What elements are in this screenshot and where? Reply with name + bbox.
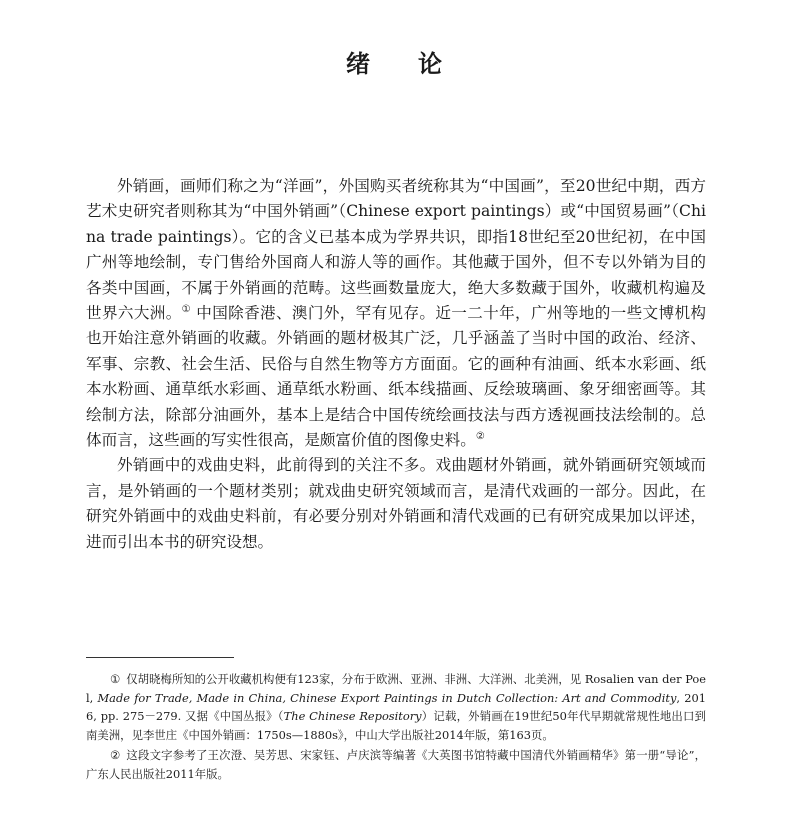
paragraph-1-text-2: 中国除香港、澳门外，罕有见存。近一二十年，广州等地的一些文博机构也开始注意外销画的收藏。外销画的题材极其广泛，几乎涵盖了当时中国的政治、经济、军事、宗教、社会生活、民俗与自然生物等方方面面。它的画种有油画、纸本水彩画、纸本水粉画、通草纸水彩画、通草纸水粉画、纸本线描画、反绘玻璃画、象牙细密画等。其绘制方法，除部分油画外，基本上是结合中国传统绘画技法与西方透视画技法绘制的。总体而言，这些画的写实性很高，是颇富价值的图像史料。	[86, 304, 706, 450]
main-body	[86, 174, 706, 555]
footnote-1-journal-title: The Chinese Repository	[283, 709, 422, 723]
footnote-1-text-b: , 2016, pp. 275－279. 又据《中国丛报》（	[86, 690, 707, 723]
footnote-1-number: ①	[110, 672, 121, 686]
footnote-2-text: 这段文字参考了王次澄、吴芳思、宋家钰、卢庆滨等编著《大英图书馆特藏中国清代外销画精华》第一册“导论”，广东人民出版社2011年版。	[86, 748, 707, 781]
paragraph-1-text: 外销画，画师们称之为“洋画”，外国购买者统称其为“中国画”，至20世纪中期，西方艺术史研究者则称其为“中国外销画”（Chinese export paintings）或“中国贸易画”（China trade paintings）。它的含义已基本成为学界共识，即指18世纪至20世纪初，在中国广州等地绘制，专门售给外国商人和游人等的画作。其他藏于国外，但不专以外销为目的各类中国画，不属于外销画的范畴。这些画数量庞大，绝大多数藏于国外，收藏机构遍及世界六大洲。	[86, 177, 706, 323]
chapter-title	[0, 44, 790, 79]
footnote-2-number: ②	[110, 748, 121, 762]
footnote-divider	[86, 657, 234, 658]
footnote-1-text-a: 仅胡晓梅所知的公开收藏机构便有123家，分布于欧洲、亚洲、非洲、大洋洲、北美洲，见 Rosalien van der Poel,	[86, 672, 706, 705]
paragraph-2-text: 外销画中的戏曲史料，此前得到的关注不多。戏曲题材外销画，就外销画研究领域而言，是外销画的一个题材类别；就戏曲史研究领域而言，是清代戏画的一部分。因此，在研究外销画中的戏曲史料前，有必要分别对外销画和清代戏画的已有研究成果加以评述，进而引出本书的研究设想。	[86, 456, 706, 551]
footnotes	[86, 670, 706, 785]
footnote-ref-1[interactable]: ①	[181, 304, 191, 316]
footnote-1-text-c: ）记载，外销画在19世纪50年代早期就常规性地出口到南美洲，见李世庄《中国外销画：1750s—1880s》，中山大学出版社2014年版，第163页。	[86, 709, 706, 742]
chapter-title-char-2: 论	[418, 50, 444, 78]
paragraph-1	[86, 174, 706, 453]
footnote-ref-2[interactable]: ②	[475, 431, 485, 443]
paragraph-2	[86, 453, 706, 555]
chapter-title-char-1: 绪	[346, 50, 372, 78]
footnote-1-book-title: Made for Trade, Made in China, Chinese Export Paintings in Dutch Collection: Art and Commodity	[97, 690, 677, 705]
footnote-1	[86, 670, 706, 744]
footnote-2	[86, 746, 706, 783]
